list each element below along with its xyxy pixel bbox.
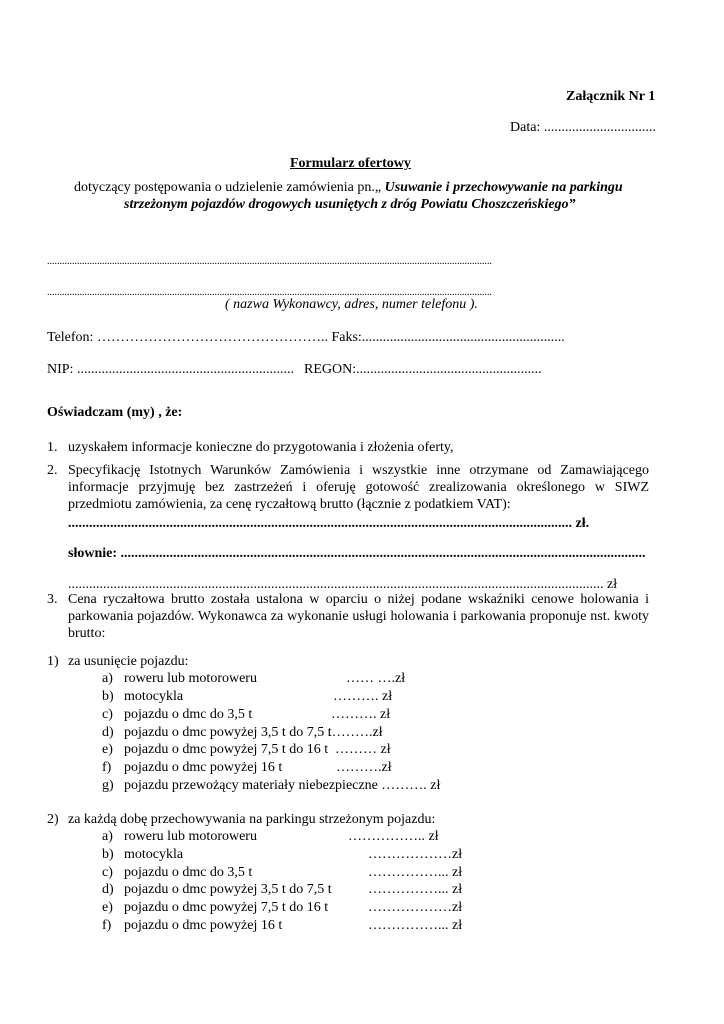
removal-number: 1) [47, 654, 59, 669]
storage-heading: za każdą dobę przechowywania na parkingu strzeżonym pojazdu: [68, 812, 436, 827]
storage-item-price[interactable]: …………….. zł [348, 829, 439, 844]
item1-number: 1. [47, 440, 58, 455]
contractor-caption: ( nazwa Wykonawcy, adres, numer telefonu ). [225, 297, 478, 312]
storage-item-price[interactable]: ……………... zł [368, 918, 463, 933]
removal-item-price[interactable]: …… ….zł [346, 671, 406, 686]
declaration-heading: Oświadczam (my) , że: [47, 405, 183, 420]
storage-item-label: pojazdu o dmc powyżej 16 t [124, 918, 283, 933]
storage-item-letter: a) [102, 829, 113, 844]
removal-item-price[interactable]: ……….zł [336, 760, 392, 775]
storage-item-label: pojazdu o dmc do 3,5 t [124, 865, 253, 880]
price-in-words-continued[interactable]: ......................................................................................................................................................... zł [68, 577, 618, 592]
removal-item-price[interactable]: ………. zł [333, 689, 393, 704]
removal-item-price[interactable]: ………. zł [331, 707, 391, 722]
item2-text: Specyfikację Istotnych Warunków Zamówienia i wszystkie inne otrzymane od Zamawiającego informacje przyjmuję bez zastrzeżeń i oferuję gotowość zrealizowania określonego w SIWZ przedmiotu zamówienia, za cenę ryczałtową brutto (łącznie z podatkiem VAT): [68, 463, 649, 512]
removal-item-label: motocykla [124, 689, 184, 704]
removal-item-label: pojazdu o dmc do 3,5 t [124, 707, 253, 722]
removal-heading: za usunięcie pojazdu: [68, 654, 189, 669]
regon-field[interactable]: REGON:..................................................... [304, 362, 542, 377]
date-field[interactable]: Data: ................................ [510, 120, 656, 135]
removal-item-label[interactable]: pojazdu przewożący materiały niebezpieczne ………. zł [124, 778, 441, 793]
subject-intro [74, 179, 623, 196]
removal-item-letter: f) [102, 760, 112, 775]
price-field[interactable]: ................................................................................................................................................ zł. [68, 516, 590, 531]
storage-item-price[interactable]: ………………zł [368, 847, 463, 862]
subject-intro-text: dotyczący postępowania o udzielenie zamówienia pn.„ [74, 180, 382, 195]
removal-item-letter: c) [102, 707, 113, 722]
storage-item-letter: f) [102, 918, 112, 933]
contractor-name-line[interactable]: .................................................................................................................................................................................. [47, 256, 492, 267]
storage-item-label: pojazdu o dmc powyżej 3,5 t do 7,5 t [124, 882, 332, 897]
storage-item-price[interactable]: ……………... zł [368, 882, 463, 897]
removal-item-label: roweru lub motoroweru [124, 671, 257, 686]
removal-item-letter: d) [102, 725, 114, 740]
item2-number: 2. [47, 463, 58, 478]
storage-number: 2) [47, 812, 59, 827]
nip-field[interactable]: NIP: .............................................................. [47, 362, 294, 377]
price-in-words-field[interactable]: słownie: ...................................................................................................................................................... [68, 546, 646, 561]
storage-item-letter: d) [102, 882, 114, 897]
item3-number: 3. [47, 592, 58, 607]
form-title: Formularz ofertowy [290, 156, 411, 171]
subject-title-line1: Usuwanie i przechowywanie na parkingu [384, 180, 623, 195]
removal-item-letter: e) [102, 742, 113, 757]
storage-item-price[interactable]: ………………zł [368, 900, 463, 915]
storage-item-label: roweru lub motoroweru [124, 829, 257, 844]
phone-fax-field[interactable]: Telefon: ………………………………………….. Faks:.......................................................... [47, 330, 565, 345]
storage-item-letter: c) [102, 865, 113, 880]
annex-number: Załącznik Nr 1 [566, 89, 656, 104]
removal-item-label: pojazdu o dmc powyżej 7,5 t do 16 t [124, 742, 329, 757]
item1-text: uzyskałem informacje konieczne do przygotowania i złożenia oferty, [68, 440, 454, 455]
storage-item-price[interactable]: ……………... zł [368, 865, 463, 880]
removal-item-letter: b) [102, 689, 114, 704]
storage-item-label: motocykla [124, 847, 184, 862]
subject-title-line2: strzeżonym pojazdów drogowych usuniętych z dróg Powiatu Choszczeńskiego” [124, 197, 576, 212]
removal-item-label: pojazdu o dmc powyżej 3,5 t do 7,5 t [124, 725, 332, 740]
contractor-address-line[interactable]: .................................................................................................................................................................................. [47, 287, 492, 298]
storage-item-letter: e) [102, 900, 113, 915]
removal-item-price[interactable]: ……….zł [327, 725, 383, 740]
item3-text: Cena ryczałtowa brutto została ustalona w oparciu o niżej podane wskaźniki cenowe holowania i parkowania pojazdów. Wykonawca za wykonanie usługi holowania i parkowania proponuje nst. kwoty brutto: [68, 592, 649, 641]
removal-item-letter: a) [102, 671, 113, 686]
storage-item-label: pojazdu o dmc powyżej 7,5 t do 16 t [124, 900, 329, 915]
storage-item-letter: b) [102, 847, 114, 862]
removal-item-label: pojazdu o dmc powyżej 16 t [124, 760, 283, 775]
removal-item-price[interactable]: ……… zł [335, 742, 391, 757]
removal-item-letter: g) [102, 778, 114, 793]
